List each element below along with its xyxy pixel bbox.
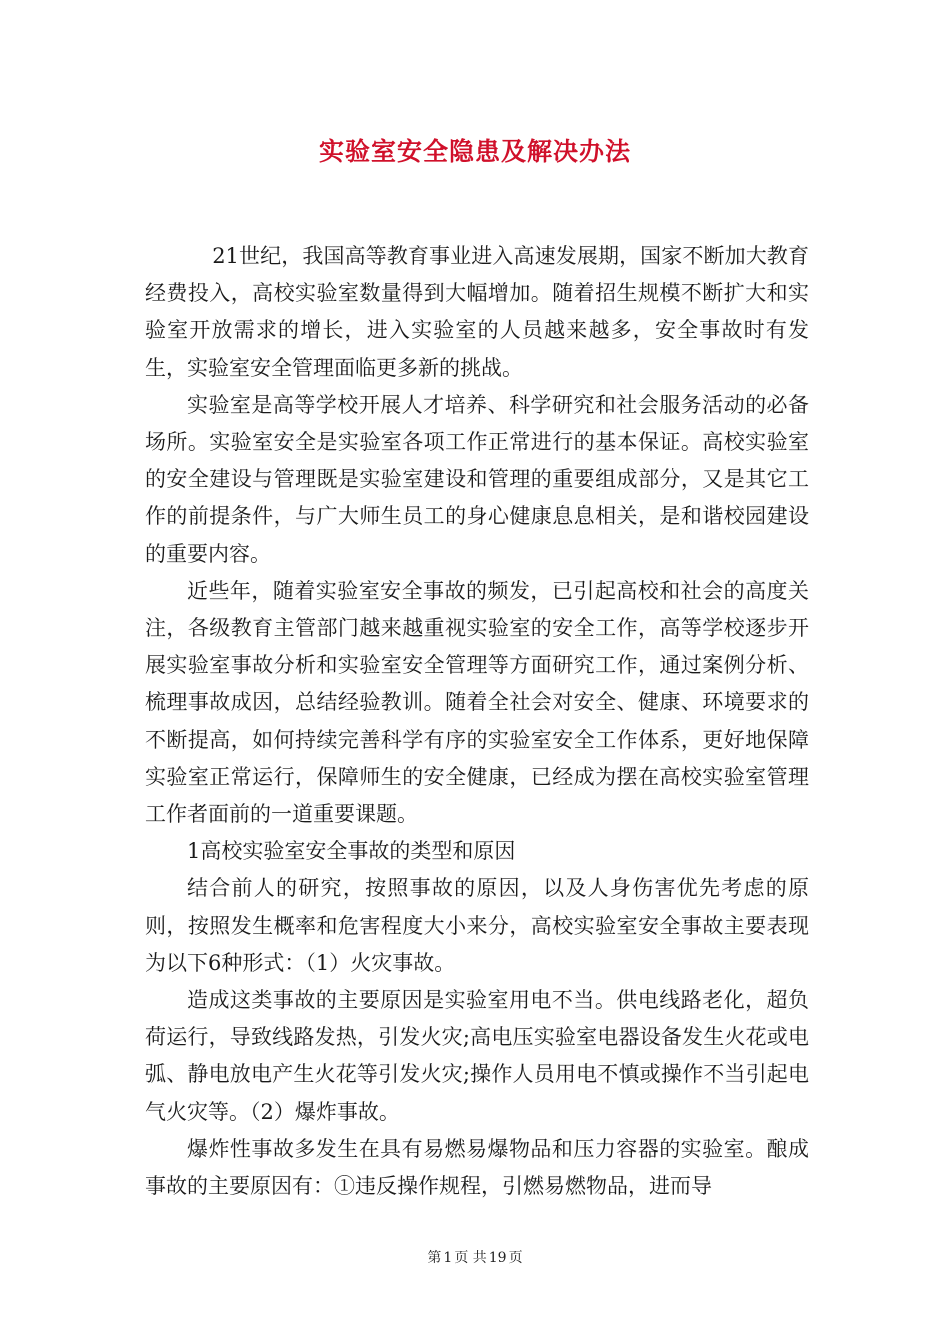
paragraph-intro: 21世纪，我国高等教育事业进入高速发展期，国家不断加大教育经费投入，高校实验室数量得到大幅增加。随着招生规模不断扩大和实验室开放需求的增长，进入实验室的人员越来越多，安全事故时有发生，实验室安全管理面临更多新的挑战。 (145, 244, 809, 380)
paragraph-recent-attention: 近些年，随着实验室安全事故的频发，已引起高校和社会的高度关注，各级教育主管部门越来越重视实验室的安全工作，高等学校逐步开展实验室事故分析和实验室安全管理等方面研究工作，通过案例分析、梳理事故成因，总结经验教训。随着全社会对安全、健康、环境要求的不断提高，如何持续完善科学有序的实验室安全工作体系，更好地保障实验室正常运行，保障师生的安全健康，已经成为摆在高校实验室管理工作者面前的一道重要课题。 (145, 578, 809, 827)
footer-suffix: 页 (508, 1250, 523, 1266)
paragraph-lab-importance: 实验室是高等学校开展人才培养、科学研究和社会服务活动的必备场所。实验室安全是实验室各项工作正常进行的基本保证。高校实验室的安全建设与管理既是实验室建设和管理的重要组成部分，又是其它工作的前提条件，与广大师生员工的身心健康息息相关，是和谐校园建设的重要内容。 (145, 392, 809, 566)
page-footer (0, 1247, 950, 1267)
document-title: 实验室安全隐患及解决办法 (318, 137, 631, 166)
paragraph-explosion-causes: 爆炸性事故多发生在具有易燃易爆物品和压力容器的实验室。酿成事故的主要原因有：①违反操作规程，引燃易燃物品，进而导 (145, 1136, 809, 1199)
total-page-count: 19 (488, 1250, 507, 1266)
paragraph-fire-causes: 造成这类事故的主要原因是实验室用电不当。供电线路老化，超负荷运行，导致线路发热，引发火灾;高电压实验室电器设备发生火花或电弧、静电放电产生火花等引发火灾;操作人员用电不慎或操作不当引起电气火灾等。（2）爆炸事故。 (145, 988, 809, 1124)
footer-prefix: 第 (427, 1250, 442, 1266)
section-heading-1: 1高校实验室安全事故的类型和原因 (187, 839, 516, 864)
footer-middle: 页 共 (454, 1250, 487, 1266)
paragraph-accident-types: 结合前人的研究，按照事故的原因，以及人身伤害优先考虑的原则，按照发生概率和危害程度大小来分，高校实验室安全事故主要表现为以下6种形式：（1）火灾事故。 (145, 876, 809, 975)
current-page-number: 1 (443, 1250, 453, 1266)
document-body (145, 238, 809, 1205)
